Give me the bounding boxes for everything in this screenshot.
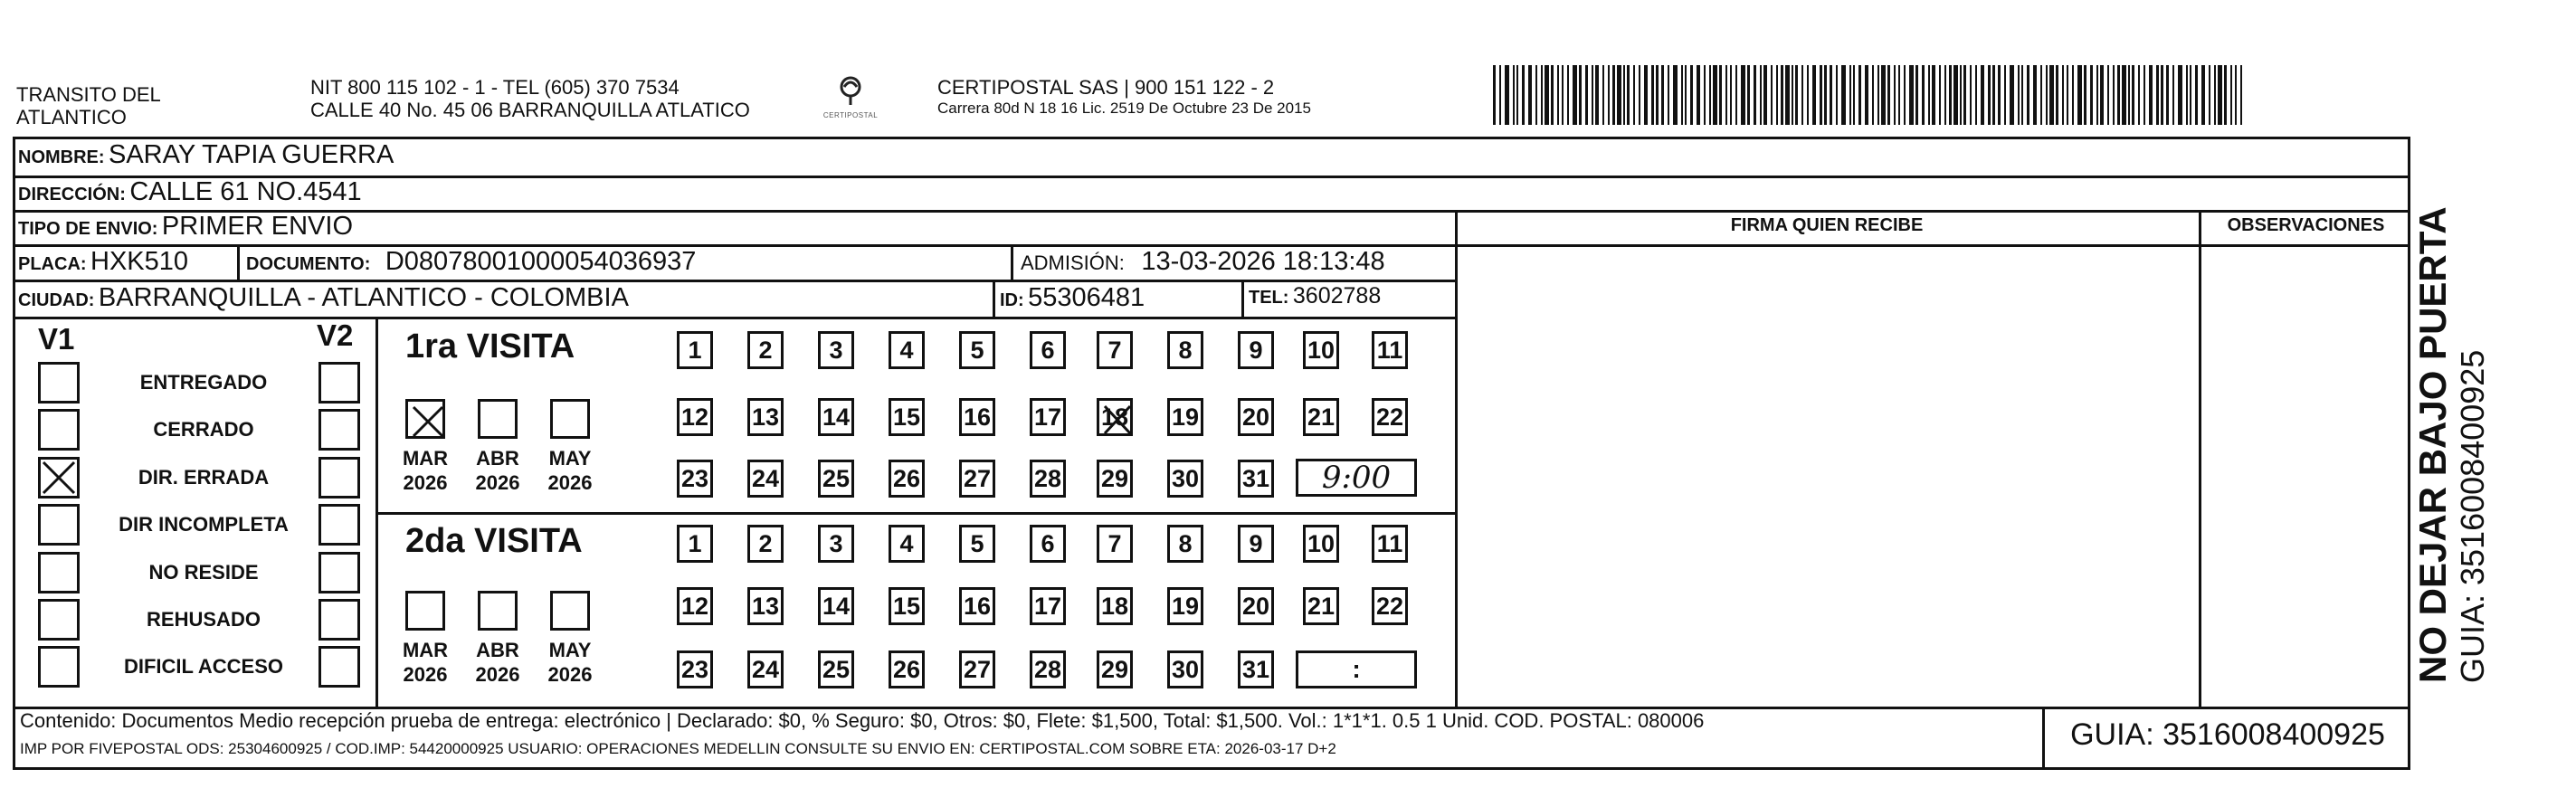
sender-address-line: CALLE 40 No. 45 06 BARRANQUILLA ATLATICO xyxy=(310,99,750,121)
month-checkbox[interactable] xyxy=(550,399,590,439)
observaciones-header: OBSERVACIONES xyxy=(2227,215,2385,235)
signature-area[interactable] xyxy=(1458,247,2199,707)
day-box[interactable] xyxy=(1303,331,1339,369)
day-box[interactable] xyxy=(1238,525,1274,563)
day-number: 28 xyxy=(1033,656,1062,683)
day-number: 24 xyxy=(751,465,780,492)
nombre-row xyxy=(18,140,394,170)
day-box[interactable] xyxy=(677,650,713,688)
day-number: 26 xyxy=(892,656,921,683)
barcode-icon xyxy=(1493,65,2253,125)
month-checkbox[interactable] xyxy=(550,591,590,631)
day-box[interactable] xyxy=(1030,587,1066,625)
v2-checkbox[interactable] xyxy=(318,599,360,641)
documento-cell xyxy=(246,247,696,277)
day-number: 21 xyxy=(1307,404,1336,431)
day-box[interactable] xyxy=(1372,525,1408,563)
status-label: DIR. ERRADA xyxy=(138,466,270,489)
side-text xyxy=(2411,167,2520,683)
day-number: 19 xyxy=(1171,593,1200,620)
ciudad-cell xyxy=(18,283,629,313)
day-box[interactable] xyxy=(677,587,713,625)
day-box[interactable] xyxy=(1238,398,1274,436)
month-checkbox[interactable] xyxy=(478,399,518,439)
day-box[interactable] xyxy=(747,398,784,436)
v1-checkbox[interactable] xyxy=(38,504,80,546)
day-number: 30 xyxy=(1171,656,1200,683)
day-box[interactable] xyxy=(818,398,854,436)
day-box[interactable] xyxy=(1030,650,1066,688)
admision-value: 13-03-2026 18:13:48 xyxy=(1141,247,1385,276)
month-label xyxy=(466,638,529,687)
ciudad-label: CIUDAD: xyxy=(18,290,95,310)
day-box[interactable] xyxy=(889,650,925,688)
day-box[interactable] xyxy=(889,398,925,436)
id-label: ID: xyxy=(1000,290,1024,310)
month-year: 2026 xyxy=(475,471,520,494)
day-number: 2 xyxy=(758,530,773,557)
visit1-time-box[interactable]: 9:00 xyxy=(1296,459,1417,497)
day-box[interactable] xyxy=(1030,525,1066,563)
day-box[interactable] xyxy=(1238,650,1274,688)
day-number: 23 xyxy=(680,656,709,683)
day-number: 28 xyxy=(1033,465,1062,492)
day-number: 4 xyxy=(899,530,914,557)
day-number: 24 xyxy=(751,656,780,683)
day-box[interactable] xyxy=(747,587,784,625)
v2-checkbox[interactable] xyxy=(318,362,360,404)
day-box[interactable] xyxy=(1097,525,1133,563)
ciudad-value: BARRANQUILLA - ATLANTICO - COLOMBIA xyxy=(98,283,629,312)
day-number: 16 xyxy=(963,404,992,431)
day-box[interactable] xyxy=(747,650,784,688)
footer-content-line: Contenido: Documentos Medio recepción prueba de entrega: electrónico | Declarado: $0, % Seguro: $0, Otros: $0, Flete: $1,500, Total: $1,500. Vol.: 1*1*1. 0.5 1 Unid. COD. POSTAL: 080006 xyxy=(20,709,1705,732)
sender-org xyxy=(16,83,161,128)
day-number: 17 xyxy=(1033,593,1062,620)
day-number: 22 xyxy=(1375,593,1404,620)
day-box[interactable] xyxy=(1097,398,1133,436)
month-checkbox[interactable] xyxy=(405,399,445,439)
day-box[interactable] xyxy=(677,460,713,498)
day-box[interactable] xyxy=(1097,587,1133,625)
day-box[interactable] xyxy=(959,525,995,563)
day-number: 20 xyxy=(1241,404,1270,431)
day-box[interactable] xyxy=(747,331,784,369)
day-box[interactable] xyxy=(818,331,854,369)
month-label xyxy=(394,638,457,687)
month-year: 2026 xyxy=(547,663,593,686)
nombre-value: SARAY TAPIA GUERRA xyxy=(109,140,394,169)
month-year: 2026 xyxy=(403,471,448,494)
day-box[interactable] xyxy=(1238,587,1274,625)
visit2-title: 2da VISITA xyxy=(405,522,583,560)
day-box[interactable] xyxy=(1030,331,1066,369)
day-number: 7 xyxy=(1107,530,1122,557)
nit-line: NIT 800 115 102 - 1 - TEL (605) 370 7534 xyxy=(310,76,680,99)
tipo-envio-label: TIPO DE ENVIO: xyxy=(18,219,158,239)
day-box[interactable] xyxy=(1167,587,1203,625)
day-box[interactable] xyxy=(1030,460,1066,498)
day-number: 26 xyxy=(892,465,921,492)
day-number: 12 xyxy=(680,404,709,431)
v2-checkbox[interactable] xyxy=(318,552,360,593)
day-box[interactable] xyxy=(747,525,784,563)
footer-guia: GUIA: 3516008400925 xyxy=(2070,717,2385,752)
day-number: 5 xyxy=(970,530,984,557)
v1-checkbox[interactable] xyxy=(38,599,80,641)
day-box[interactable] xyxy=(677,331,713,369)
v1-checkbox[interactable] xyxy=(38,409,80,451)
month-checkbox[interactable] xyxy=(405,591,445,631)
day-box[interactable] xyxy=(1303,525,1339,563)
day-box[interactable] xyxy=(1167,331,1203,369)
day-box[interactable] xyxy=(1303,398,1339,436)
month-year: 2026 xyxy=(403,663,448,686)
day-box[interactable] xyxy=(1167,460,1203,498)
month-name: MAY xyxy=(548,639,592,661)
day-number: 8 xyxy=(1178,337,1193,364)
day-number: 6 xyxy=(1041,337,1055,364)
admision-cell xyxy=(1021,247,1385,277)
month-name: MAY xyxy=(548,447,592,470)
day-number: 1 xyxy=(688,337,702,364)
status-label: NO RESIDE xyxy=(148,561,259,584)
status-label: ENTREGADO xyxy=(139,371,268,394)
tel-value: 3602788 xyxy=(1292,283,1382,309)
day-box[interactable] xyxy=(889,331,925,369)
documento-label: DOCUMENTO: xyxy=(246,254,371,274)
day-box[interactable] xyxy=(959,460,995,498)
day-number: 27 xyxy=(963,656,992,683)
day-number: 11 xyxy=(1376,530,1403,557)
status-label: DIFICIL ACCESO xyxy=(123,655,283,678)
day-box[interactable] xyxy=(889,460,925,498)
day-number: 13 xyxy=(751,593,780,620)
day-box[interactable] xyxy=(1097,331,1133,369)
side-notice: NO DEJAR BAJO PUERTA xyxy=(2411,206,2454,683)
day-box[interactable] xyxy=(818,650,854,688)
day-box[interactable] xyxy=(959,650,995,688)
day-box[interactable] xyxy=(677,525,713,563)
sender-org-line1: TRANSITO DEL xyxy=(16,83,161,106)
day-number: 21 xyxy=(1307,593,1336,620)
day-box[interactable] xyxy=(1030,398,1066,436)
sender-contact xyxy=(310,76,750,121)
v2-checkbox[interactable] xyxy=(318,457,360,498)
placa-value: HXK510 xyxy=(90,247,189,276)
day-number: 15 xyxy=(892,404,921,431)
id-value: 55306481 xyxy=(1028,283,1145,312)
certipostal-logo-icon xyxy=(814,74,887,128)
status-label: CERRADO xyxy=(153,418,254,441)
direccion-row xyxy=(18,177,362,207)
documento-value: D08078001000054036937 xyxy=(385,247,697,276)
placa-label: PLACA: xyxy=(18,254,87,274)
month-name: MAR xyxy=(402,639,449,661)
day-box[interactable] xyxy=(1303,587,1339,625)
day-number: 9 xyxy=(1249,337,1263,364)
month-year: 2026 xyxy=(547,471,593,494)
day-box[interactable] xyxy=(1372,398,1408,436)
v1-checkbox[interactable] xyxy=(38,457,80,498)
day-number: 4 xyxy=(899,337,914,364)
tel-cell xyxy=(1249,283,1381,309)
day-number: 18 xyxy=(1100,593,1129,620)
day-number: 9 xyxy=(1249,530,1263,557)
day-box[interactable] xyxy=(959,331,995,369)
day-box[interactable] xyxy=(677,398,713,436)
day-number: 30 xyxy=(1171,465,1200,492)
firma-header: FIRMA QUIEN RECIBE xyxy=(1730,215,1924,235)
v2-checkbox[interactable] xyxy=(318,409,360,451)
v1-label: V1 xyxy=(38,322,75,356)
month-label xyxy=(466,446,529,495)
day-number: 10 xyxy=(1307,530,1336,557)
day-box[interactable] xyxy=(889,525,925,563)
day-box[interactable] xyxy=(1167,525,1203,563)
day-box[interactable] xyxy=(1097,460,1133,498)
day-number: 13 xyxy=(751,404,780,431)
day-box[interactable] xyxy=(1372,331,1408,369)
v2-checkbox[interactable] xyxy=(318,504,360,546)
day-number: 7 xyxy=(1107,337,1122,364)
month-label xyxy=(394,446,457,495)
month-name: MAR xyxy=(402,447,449,470)
day-number: 1 xyxy=(688,530,702,557)
day-number: 31 xyxy=(1241,656,1270,683)
day-number: 14 xyxy=(822,404,851,431)
v1-checkbox[interactable] xyxy=(38,552,80,593)
v2-checkbox[interactable] xyxy=(318,646,360,688)
day-number: 18 xyxy=(1100,404,1129,431)
day-number: 23 xyxy=(680,465,709,492)
license-line: Carrera 80d N 18 16 Lic. 2519 De Octubre 23 De 2015 xyxy=(937,100,1311,117)
day-number: 31 xyxy=(1241,465,1270,492)
day-box[interactable] xyxy=(1238,331,1274,369)
day-number: 3 xyxy=(829,337,843,364)
day-box[interactable] xyxy=(1372,587,1408,625)
day-number: 14 xyxy=(822,593,851,620)
month-checkbox[interactable] xyxy=(478,591,518,631)
day-number: 5 xyxy=(970,337,984,364)
day-number: 19 xyxy=(1171,404,1200,431)
tipo-envio-value: PRIMER ENVIO xyxy=(161,212,354,241)
footer-print-line: IMP POR FIVEPOSTAL ODS: 25304600925 / COD.IMP: 54420000925 USUARIO: OPERACIONES MEDELLIN CONSULTE SU ENVIO EN: CERTIPOSTAL.COM SOBRE ETA: 2026-03-17 D+2 xyxy=(20,740,1336,757)
day-box[interactable] xyxy=(959,398,995,436)
tel-label: TEL: xyxy=(1249,288,1289,308)
day-box[interactable] xyxy=(959,587,995,625)
day-box[interactable] xyxy=(818,525,854,563)
day-number: 20 xyxy=(1241,593,1270,620)
day-number: 27 xyxy=(963,465,992,492)
nombre-label: NOMBRE: xyxy=(18,147,105,167)
side-guia: GUIA: 3516008400925 xyxy=(2454,349,2491,683)
day-box[interactable] xyxy=(747,460,784,498)
day-number: 29 xyxy=(1100,465,1129,492)
month-year: 2026 xyxy=(475,663,520,686)
day-box[interactable] xyxy=(889,587,925,625)
month-name: ABR xyxy=(476,639,519,661)
day-number: 12 xyxy=(680,593,709,620)
day-box[interactable] xyxy=(1238,460,1274,498)
v1-checkbox[interactable] xyxy=(38,362,80,404)
direccion-value: CALLE 61 NO.4541 xyxy=(129,177,362,206)
status-label: REHUSADO xyxy=(147,608,261,631)
company-info xyxy=(937,76,1311,119)
logo-text: CERTIPOSTAL xyxy=(822,111,879,119)
month-name: ABR xyxy=(476,447,519,470)
day-box[interactable] xyxy=(818,587,854,625)
direccion-label: DIRECCIÓN: xyxy=(18,185,126,204)
id-cell xyxy=(1000,283,1145,313)
day-number: 6 xyxy=(1041,530,1055,557)
day-number: 10 xyxy=(1307,337,1336,364)
day-number: 11 xyxy=(1376,337,1403,364)
day-box[interactable] xyxy=(1097,650,1133,688)
v1-checkbox[interactable] xyxy=(38,646,80,688)
v2-label: V2 xyxy=(317,318,354,352)
day-number: 3 xyxy=(829,530,843,557)
day-number: 2 xyxy=(758,337,773,364)
visit2-time-box[interactable]: : xyxy=(1296,650,1417,688)
day-number: 25 xyxy=(822,465,851,492)
tipo-envio-row xyxy=(18,212,353,242)
admision-label: ADMISIÓN: xyxy=(1021,252,1125,274)
day-box[interactable] xyxy=(1167,398,1203,436)
company-line: CERTIPOSTAL SAS | 900 151 122 - 2 xyxy=(937,76,1275,99)
day-number: 25 xyxy=(822,656,851,683)
day-box[interactable] xyxy=(818,460,854,498)
sender-org-line2: ATLANTICO xyxy=(16,106,127,128)
day-number: 16 xyxy=(963,593,992,620)
day-box[interactable] xyxy=(1167,650,1203,688)
day-number: 15 xyxy=(892,593,921,620)
status-label: DIR INCOMPLETA xyxy=(119,513,289,536)
day-mark-icon xyxy=(1099,401,1136,447)
day-number: 29 xyxy=(1100,656,1129,683)
day-number: 8 xyxy=(1178,530,1193,557)
day-number: 17 xyxy=(1033,404,1062,431)
day-number: 22 xyxy=(1375,404,1404,431)
month-label xyxy=(538,638,602,687)
observations-area[interactable] xyxy=(2201,247,2410,707)
placa-cell xyxy=(18,247,188,277)
month-label xyxy=(538,446,602,495)
visit1-title: 1ra VISITA xyxy=(405,328,575,366)
